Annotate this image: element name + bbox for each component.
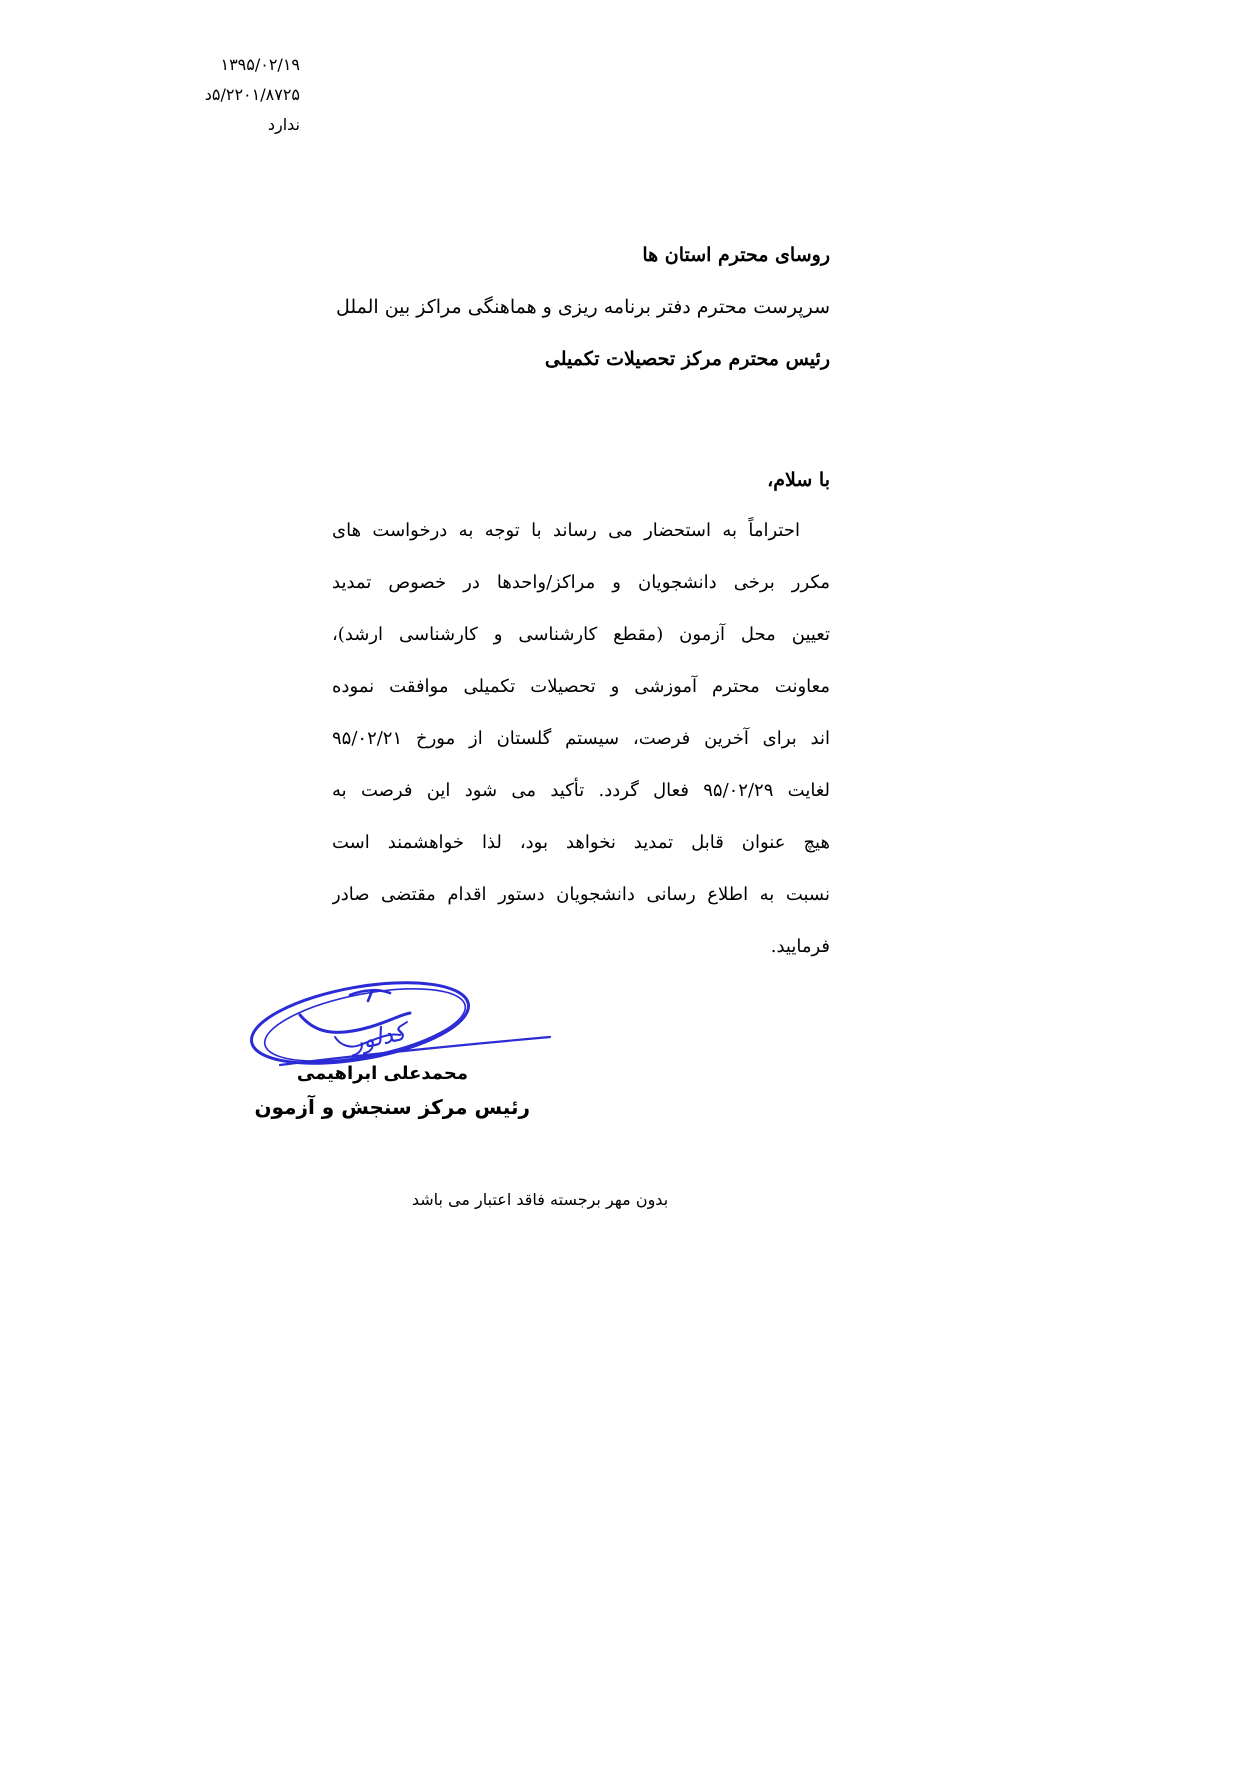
recipient-line: سرپرست محترم دفتر برنامه ریزی و هماهنگی مراکز بین الملل [335,296,830,318]
body-line: مکرر برخی دانشجویان و مراکز/واحدها در خصوص تمدید [332,572,830,593]
body-line: نسبت به اطلاع رسانی دانشجویان دستور اقدام مقتضی صادر [332,884,830,905]
signer-name: محمدعلی ابراهیمی [296,1063,468,1084]
recipient-line: روسای محترم استان ها [642,244,830,266]
body-line: معاونت محترم آموزشی و تحصیلات تکمیلی موافقت نموده [332,676,830,697]
signer-title: رئیس مرکز سنجش و آزمون [254,1095,530,1119]
signature-handwritten-text: کدلور [348,1017,409,1057]
body-line: احتراماً به استحضار می رساند با توجه به درخواست های [332,520,800,541]
greeting: با سلام، [767,469,830,491]
body-line: هیچ عنوان قابل تمدید نخواهد بود، لذا خواهشمند است [332,832,830,853]
body-line: اند برای آخرین فرصت، سیستم گلستان از مورخ ۹۵/۰۲/۲۱ [332,728,830,749]
recipient-line: رئیس محترم مرکز تحصیلات تکمیلی [544,348,830,370]
signer-block [240,1058,540,1124]
footer-note: بدون مهر برجسته فاقد اعتبار می باشد [411,1190,669,1209]
letter-meta [150,50,300,140]
body-line: تعیین محل آزمون (مقطع کارشناسی و کارشناسی ارشد)، [332,624,830,645]
letter-attachment: ندارد [267,115,300,134]
letter-date: ۱۳۹۵/۰۲/۱۹ [220,55,300,74]
body-line: لغایت ۹۵/۰۲/۲۹ فعال گردد. تأکید می شود این فرصت به [332,780,830,801]
letter-number: ۵/۲۲۰۱/۸۷۲۵د [204,85,300,104]
body-line: فرمایید. [770,936,830,957]
letter-body [332,515,830,983]
recipients-block [300,240,830,396]
